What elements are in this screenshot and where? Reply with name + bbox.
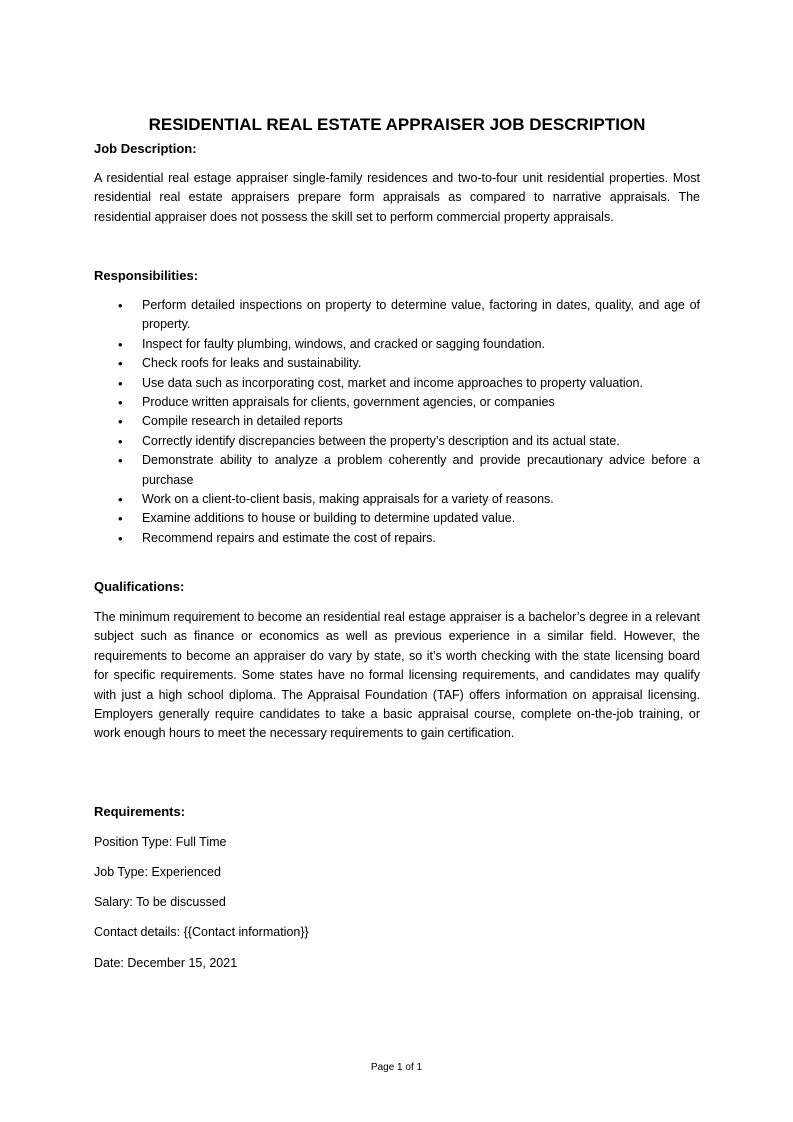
list-item-text: Check roofs for leaks and sustainability.: [142, 356, 362, 371]
bullet-icon: •: [118, 298, 123, 313]
document-page: [94, 0, 700, 1122]
bullet-icon: •: [118, 375, 123, 391]
requirements-heading: Requirements:: [94, 804, 186, 819]
date: Date: December 15, 2021: [94, 956, 238, 970]
document-title: RESIDENTIAL REAL ESTATE APPRAISER JOB DESCRIPTION: [148, 115, 646, 134]
list-item: [94, 393, 700, 412]
list-item: [94, 354, 700, 373]
qualifications-text: The minimum requirement to become an residential real estage appraiser is a bachelor’s degree in a relevant subject such as finance or economics as well as previous experience in a similar field. However, the requirements to become an appraiser do vary by state, so it’s worth checking with the state licensing board for specific requirements. Some states have no formal licensing requirements, and candidates may qualify with just a high school diploma. The Appraisal Foundation (TAF) offers information on appraisal licensing. Employers generally require candidates to take a basic appraisal course, complete on-the-job training, or work enough hours to meet the necessary requirements to gain certification.: [94, 610, 700, 741]
list-item-text: Perform detailed inspections on property to determine value, factoring in dates, quality, and age of property.: [142, 298, 700, 332]
job-description-heading: Job Description:: [94, 141, 197, 156]
list-item-text: Work on a client-to-client basis, making appraisals for a variety of reasons.: [142, 492, 554, 507]
list-item-text: Examine additions to house or building to determine updated value.: [142, 511, 516, 526]
salary: Salary: To be discussed: [94, 895, 226, 909]
list-item: [94, 296, 700, 335]
bullet-icon: •: [118, 433, 123, 449]
list-item-text: Recommend repairs and estimate the cost of repairs.: [142, 530, 436, 545]
bullet-icon: •: [118, 356, 123, 372]
job-type: Job Type: Experienced: [94, 865, 221, 879]
position-type: Position Type: Full Time: [94, 835, 227, 849]
list-item-text: Demonstrate ability to analyze a problem coherently and provide precautionary advice before a purchase: [142, 453, 700, 487]
list-item-text: Produce written appraisals for clients, government agencies, or companies: [142, 395, 555, 410]
list-item-text: Compile research in detailed reports: [142, 414, 343, 429]
list-item: [94, 490, 700, 509]
list-item-text: Use data such as incorporating cost, market and income approaches to property valuation.: [142, 375, 643, 390]
list-item: [94, 335, 700, 354]
list-item: [94, 451, 700, 490]
qualifications-heading: Qualifications:: [94, 579, 185, 594]
bullet-icon: •: [118, 530, 123, 546]
contact-details: Contact details: {{Contact information}}: [94, 925, 309, 939]
bullet-icon: •: [118, 453, 123, 469]
responsibilities-list: [94, 296, 700, 548]
list-item: [94, 374, 700, 393]
page-number-footer: Page 1 of 1: [370, 1062, 423, 1073]
list-item: [94, 529, 700, 548]
bullet-icon: •: [118, 395, 123, 411]
list-item: [94, 509, 700, 528]
list-item: [94, 412, 700, 431]
list-item: [94, 432, 700, 451]
bullet-icon: •: [118, 336, 123, 352]
bullet-icon: •: [118, 492, 123, 508]
job-description-text: A residential real estage appraiser single-family residences and two-to-four unit residential properties. Most residential real estate appraisers prepare form appraisals as compared to narrative appraisals. The residential appraiser does not possess the skill set to perform commercial property appraisals.: [94, 171, 700, 224]
bullet-icon: •: [118, 414, 123, 430]
list-item-text: Inspect for faulty plumbing, windows, and cracked or sagging foundation.: [142, 336, 546, 351]
bullet-icon: •: [118, 511, 123, 527]
responsibilities-heading: Responsibilities:: [94, 268, 199, 283]
list-item-text: Correctly identify discrepancies between the property’s description and its actual state.: [142, 433, 620, 448]
